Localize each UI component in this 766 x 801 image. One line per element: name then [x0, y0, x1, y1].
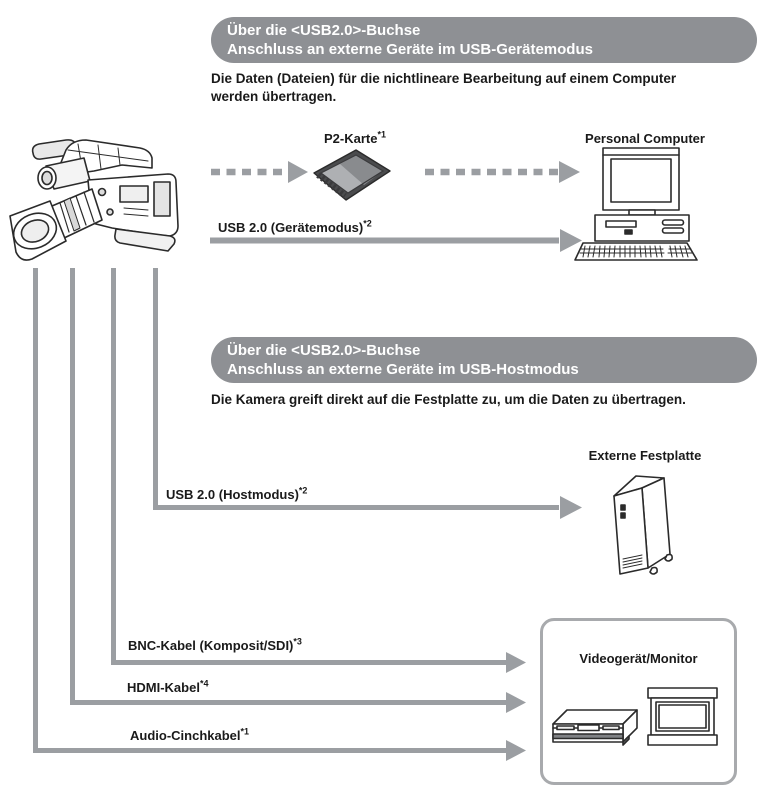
video-device-monitor-label: Videogerät/Monitor [579, 651, 698, 666]
external-hdd-label: Externe Festplatte [588, 448, 702, 463]
hdmi-cable-footnote: *4 [199, 678, 209, 689]
hdmi-cable-label [127, 680, 208, 695]
tv-monitor-icon [647, 687, 719, 750]
usb-device-mode-header [211, 17, 757, 63]
header-line-1: Über die <USB2.0>-Buchse [227, 342, 421, 359]
description-line: werden übertragen. [211, 89, 337, 104]
usb-device-mode-description [211, 70, 766, 106]
usb-host-mode-header [211, 337, 757, 383]
usb-host-cable-label-text: USB 2.0 (Hostmodus) [166, 487, 299, 502]
audio-cable-label-text: Audio-Cinchkabel [130, 728, 241, 743]
camera-icon [2, 128, 192, 268]
header-line-2: Anschluss an externe Geräte im USB-Gerätemodus [227, 41, 593, 58]
bnc-cable-label [128, 638, 302, 653]
p2-card-label [295, 131, 415, 146]
usb-device-cable-label-text: USB 2.0 (Gerätemodus) [218, 220, 364, 235]
usb-device-cable-label [218, 220, 372, 235]
personal-computer-icon [573, 146, 708, 264]
usb-device-cable-footnote: *2 [363, 218, 372, 229]
dashed-arrow-p2-to-pc [425, 161, 580, 183]
bnc-cable-footnote: *3 [293, 636, 302, 647]
header-line-1: Über die <USB2.0>-Buchse [227, 22, 421, 39]
description-line: Die Kamera greift direkt auf die Festplatte zu, um die Daten zu übertragen. [211, 392, 686, 407]
p2-card-icon [312, 147, 392, 203]
bnc-cable-label-text: BNC-Kabel (Komposit/SDI) [128, 638, 294, 653]
audio-cable-label [130, 728, 249, 743]
external-hdd-icon [608, 462, 686, 577]
bnc-cable-arrow [114, 268, 527, 673]
usb-host-cable-footnote: *2 [298, 485, 308, 496]
p2-card-footnote: *1 [377, 129, 386, 140]
description-line: Die Daten (Dateien) für die nichtlineare Bearbeitung auf einem Computer [211, 71, 677, 86]
header-line-2: Anschluss an externe Geräte im USB-Hostmodus [227, 361, 579, 378]
usb-host-mode-description [211, 391, 686, 409]
hdmi-cable-label-text: HDMI-Kabel [127, 680, 200, 695]
personal-computer-label: Personal Computer [585, 131, 705, 146]
audio-cable-footnote: *1 [240, 726, 250, 737]
dashed-arrow-camera-to-p2 [211, 161, 308, 183]
usb-host-cable-label [166, 487, 307, 502]
p2-card-label-text: P2-Karte [324, 131, 378, 146]
video-recorder-icon [549, 704, 643, 754]
